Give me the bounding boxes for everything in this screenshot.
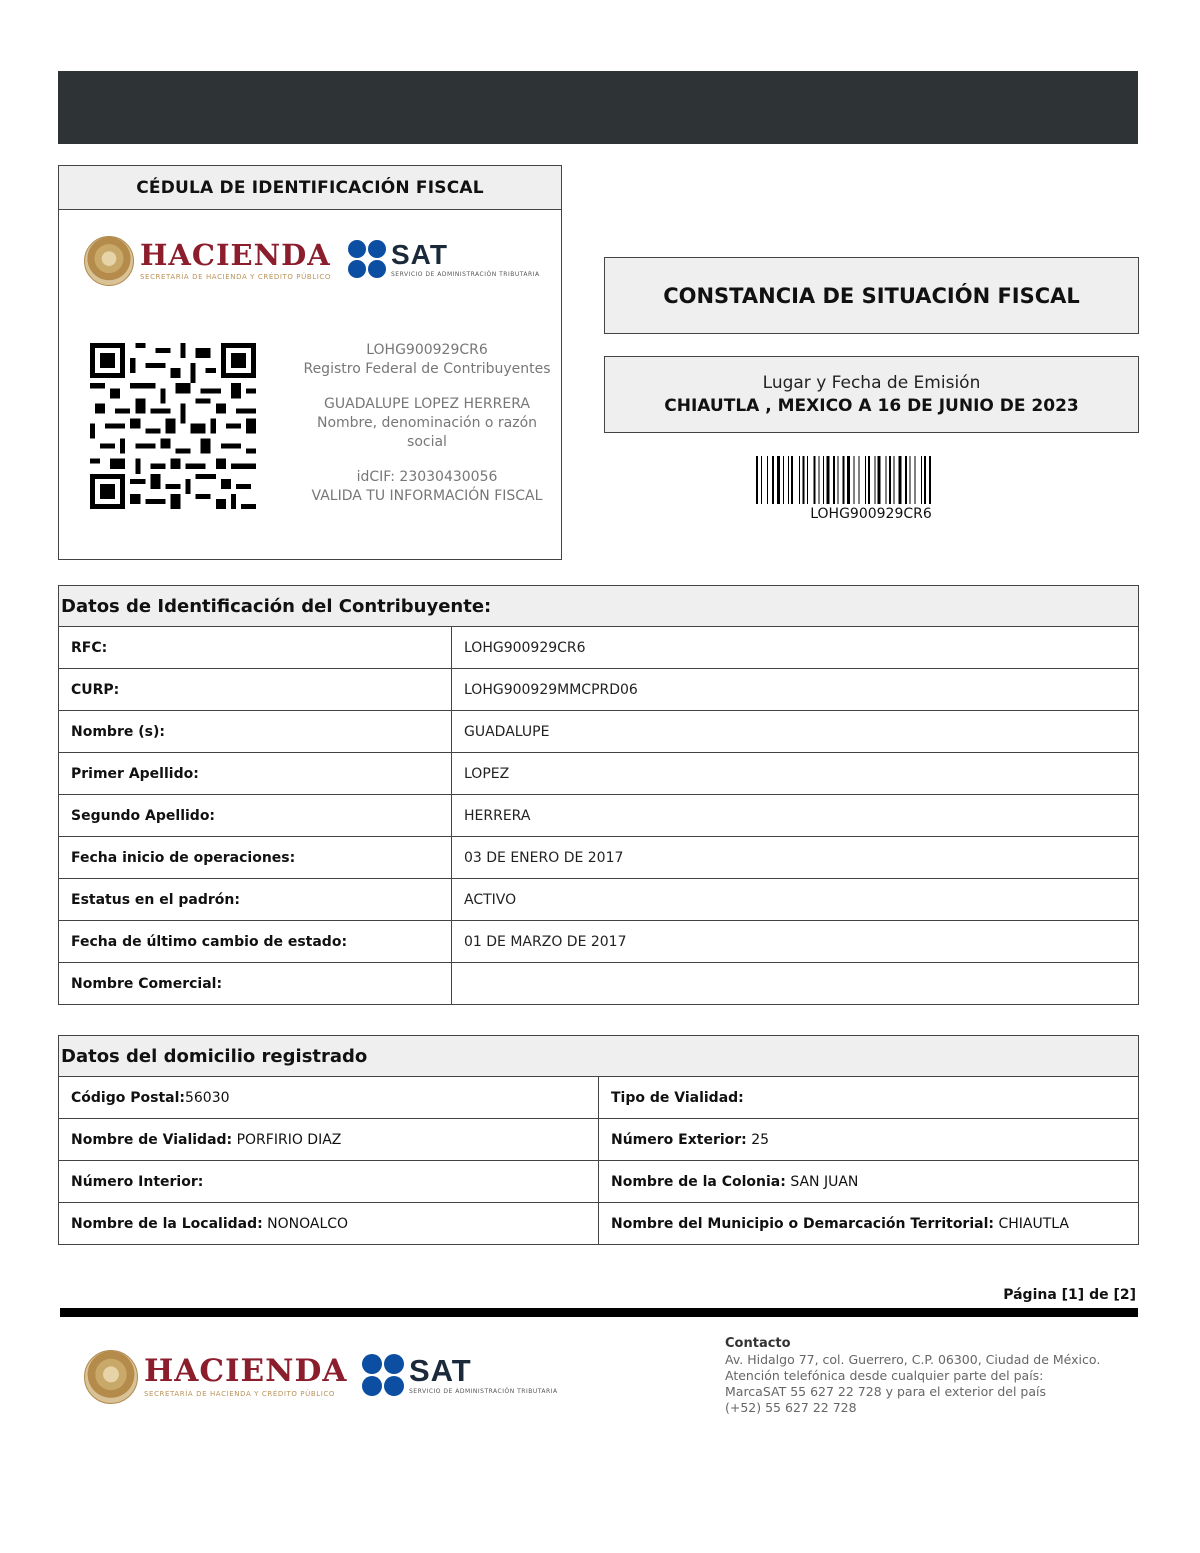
table-row xyxy=(59,1077,1139,1119)
lugar-label: Lugar y Fecha de Emisión xyxy=(762,373,981,393)
field-label: Nombre (s): xyxy=(59,711,452,753)
sat-logo xyxy=(348,240,540,278)
table-row xyxy=(59,837,1139,879)
address-cell: Número Interior: xyxy=(59,1161,599,1203)
footer-hacienda-logo xyxy=(84,1350,347,1404)
contact-title: Contacto xyxy=(725,1336,791,1351)
field-label: Segundo Apellido: xyxy=(59,795,452,837)
hacienda-logo-sub: SECRETARÍA DE HACIENDA Y CRÉDITO PÚBLICO xyxy=(140,273,332,281)
domicilio-title: Datos del domicilio registrado xyxy=(59,1036,1139,1077)
address-cell: Nombre de la Colonia: SAN JUAN xyxy=(599,1161,1139,1203)
contribuyente-table xyxy=(58,585,1139,1005)
table-row xyxy=(59,627,1139,669)
field-value: LOHG900929MMCPRD06 xyxy=(452,669,1139,711)
contribuyente-title: Datos de Identificación del Contribuyente: xyxy=(59,586,1139,627)
field-value: GUADALUPE xyxy=(452,711,1139,753)
hacienda-logo xyxy=(84,236,331,286)
barcode-label: LOHG900929CR6 xyxy=(810,506,932,522)
sat-logo-word: SAT xyxy=(391,238,448,270)
table-row xyxy=(59,1203,1139,1245)
table-row xyxy=(59,963,1139,1005)
hacienda-logo-word: HACIENDA xyxy=(140,238,331,272)
constancia-title: CONSTANCIA DE SITUACIÓN FISCAL xyxy=(604,257,1139,334)
lugar-value: CHIAUTLA , MEXICO A 16 DE JUNIO DE 2023 xyxy=(664,396,1079,416)
mexico-seal-icon xyxy=(84,1350,138,1404)
mexico-seal-icon xyxy=(84,236,134,286)
cedula-name-label: Nombre, denominación o razón social xyxy=(316,415,538,450)
sat-dots-icon xyxy=(362,1354,404,1396)
footer-hacienda-sub: SECRETARÍA DE HACIENDA Y CRÉDITO PÚBLICO xyxy=(144,1390,336,1398)
cedula-title: CÉDULA DE IDENTIFICACIÓN FISCAL xyxy=(59,166,561,210)
field-label: CURP: xyxy=(59,669,452,711)
cedula-idcif: idCIF: 23030430056 xyxy=(356,469,498,485)
footer-sat-word: SAT xyxy=(409,1353,472,1388)
field-value: HERRERA xyxy=(452,795,1139,837)
contact-line: (+52) 55 627 22 728 xyxy=(725,1400,857,1415)
qr-code-icon xyxy=(90,343,256,509)
footer-sat-sub: SERVICIO DE ADMINISTRACIÓN TRIBUTARIA xyxy=(409,1388,558,1395)
lugar-fecha-box xyxy=(604,356,1139,433)
barcode-icon xyxy=(756,456,986,504)
cedula-rfc: LOHG900929CR6 xyxy=(366,342,488,358)
table-row xyxy=(59,669,1139,711)
contact-block xyxy=(725,1336,1100,1416)
field-value xyxy=(452,963,1139,1005)
cedula-rfc-label: Registro Federal de Contribuyentes xyxy=(303,361,551,377)
footer-sat-logo xyxy=(362,1354,558,1396)
table-row xyxy=(59,1161,1139,1203)
table-row xyxy=(59,711,1139,753)
field-label: Estatus en el padrón: xyxy=(59,879,452,921)
contact-line: Atención telefónica desde cualquier parte del país: xyxy=(725,1368,1044,1383)
address-cell: Nombre de la Localidad: NONOALCO xyxy=(59,1203,599,1245)
footer-hacienda-word: HACIENDA xyxy=(144,1353,348,1389)
footer-divider xyxy=(60,1308,1138,1317)
cedula-name: GUADALUPE LOPEZ HERRERA xyxy=(324,396,530,412)
contact-line: MarcaSAT 55 627 22 728 y para el exterior del país xyxy=(725,1384,1046,1399)
field-value: LOHG900929CR6 xyxy=(452,627,1139,669)
table-row xyxy=(59,753,1139,795)
cedula-valida: VALIDA TU INFORMACIÓN FISCAL xyxy=(311,488,543,504)
table-row xyxy=(59,921,1139,963)
field-label: Fecha de último cambio de estado: xyxy=(59,921,452,963)
table-row xyxy=(59,795,1139,837)
address-cell: Número Exterior: 25 xyxy=(599,1119,1139,1161)
address-cell: Código Postal:56030 xyxy=(59,1077,599,1119)
field-value: 03 DE ENERO DE 2017 xyxy=(452,837,1139,879)
table-row xyxy=(59,1119,1139,1161)
field-value: LOPEZ xyxy=(452,753,1139,795)
field-label: Primer Apellido: xyxy=(59,753,452,795)
field-label: Nombre Comercial: xyxy=(59,963,452,1005)
table-row xyxy=(59,879,1139,921)
address-cell: Tipo de Vialidad: xyxy=(599,1077,1139,1119)
sat-dots-icon xyxy=(348,240,386,278)
address-cell: Nombre de Vialidad: PORFIRIO DIAZ xyxy=(59,1119,599,1161)
cedula-info xyxy=(300,341,554,506)
field-value: ACTIVO xyxy=(452,879,1139,921)
field-value: 01 DE MARZO DE 2017 xyxy=(452,921,1139,963)
field-label: RFC: xyxy=(59,627,452,669)
header-bar xyxy=(58,71,1138,144)
sat-logo-sub: SERVICIO DE ADMINISTRACIÓN TRIBUTARIA xyxy=(391,270,540,278)
page-number: Página [1] de [2] xyxy=(1003,1287,1136,1303)
address-cell: Nombre del Municipio o Demarcación Territorial: CHIAUTLA xyxy=(599,1203,1139,1245)
contact-line: Av. Hidalgo 77, col. Guerrero, C.P. 06300, Ciudad de México. xyxy=(725,1352,1101,1367)
field-label: Fecha inicio de operaciones: xyxy=(59,837,452,879)
domicilio-table xyxy=(58,1035,1139,1245)
